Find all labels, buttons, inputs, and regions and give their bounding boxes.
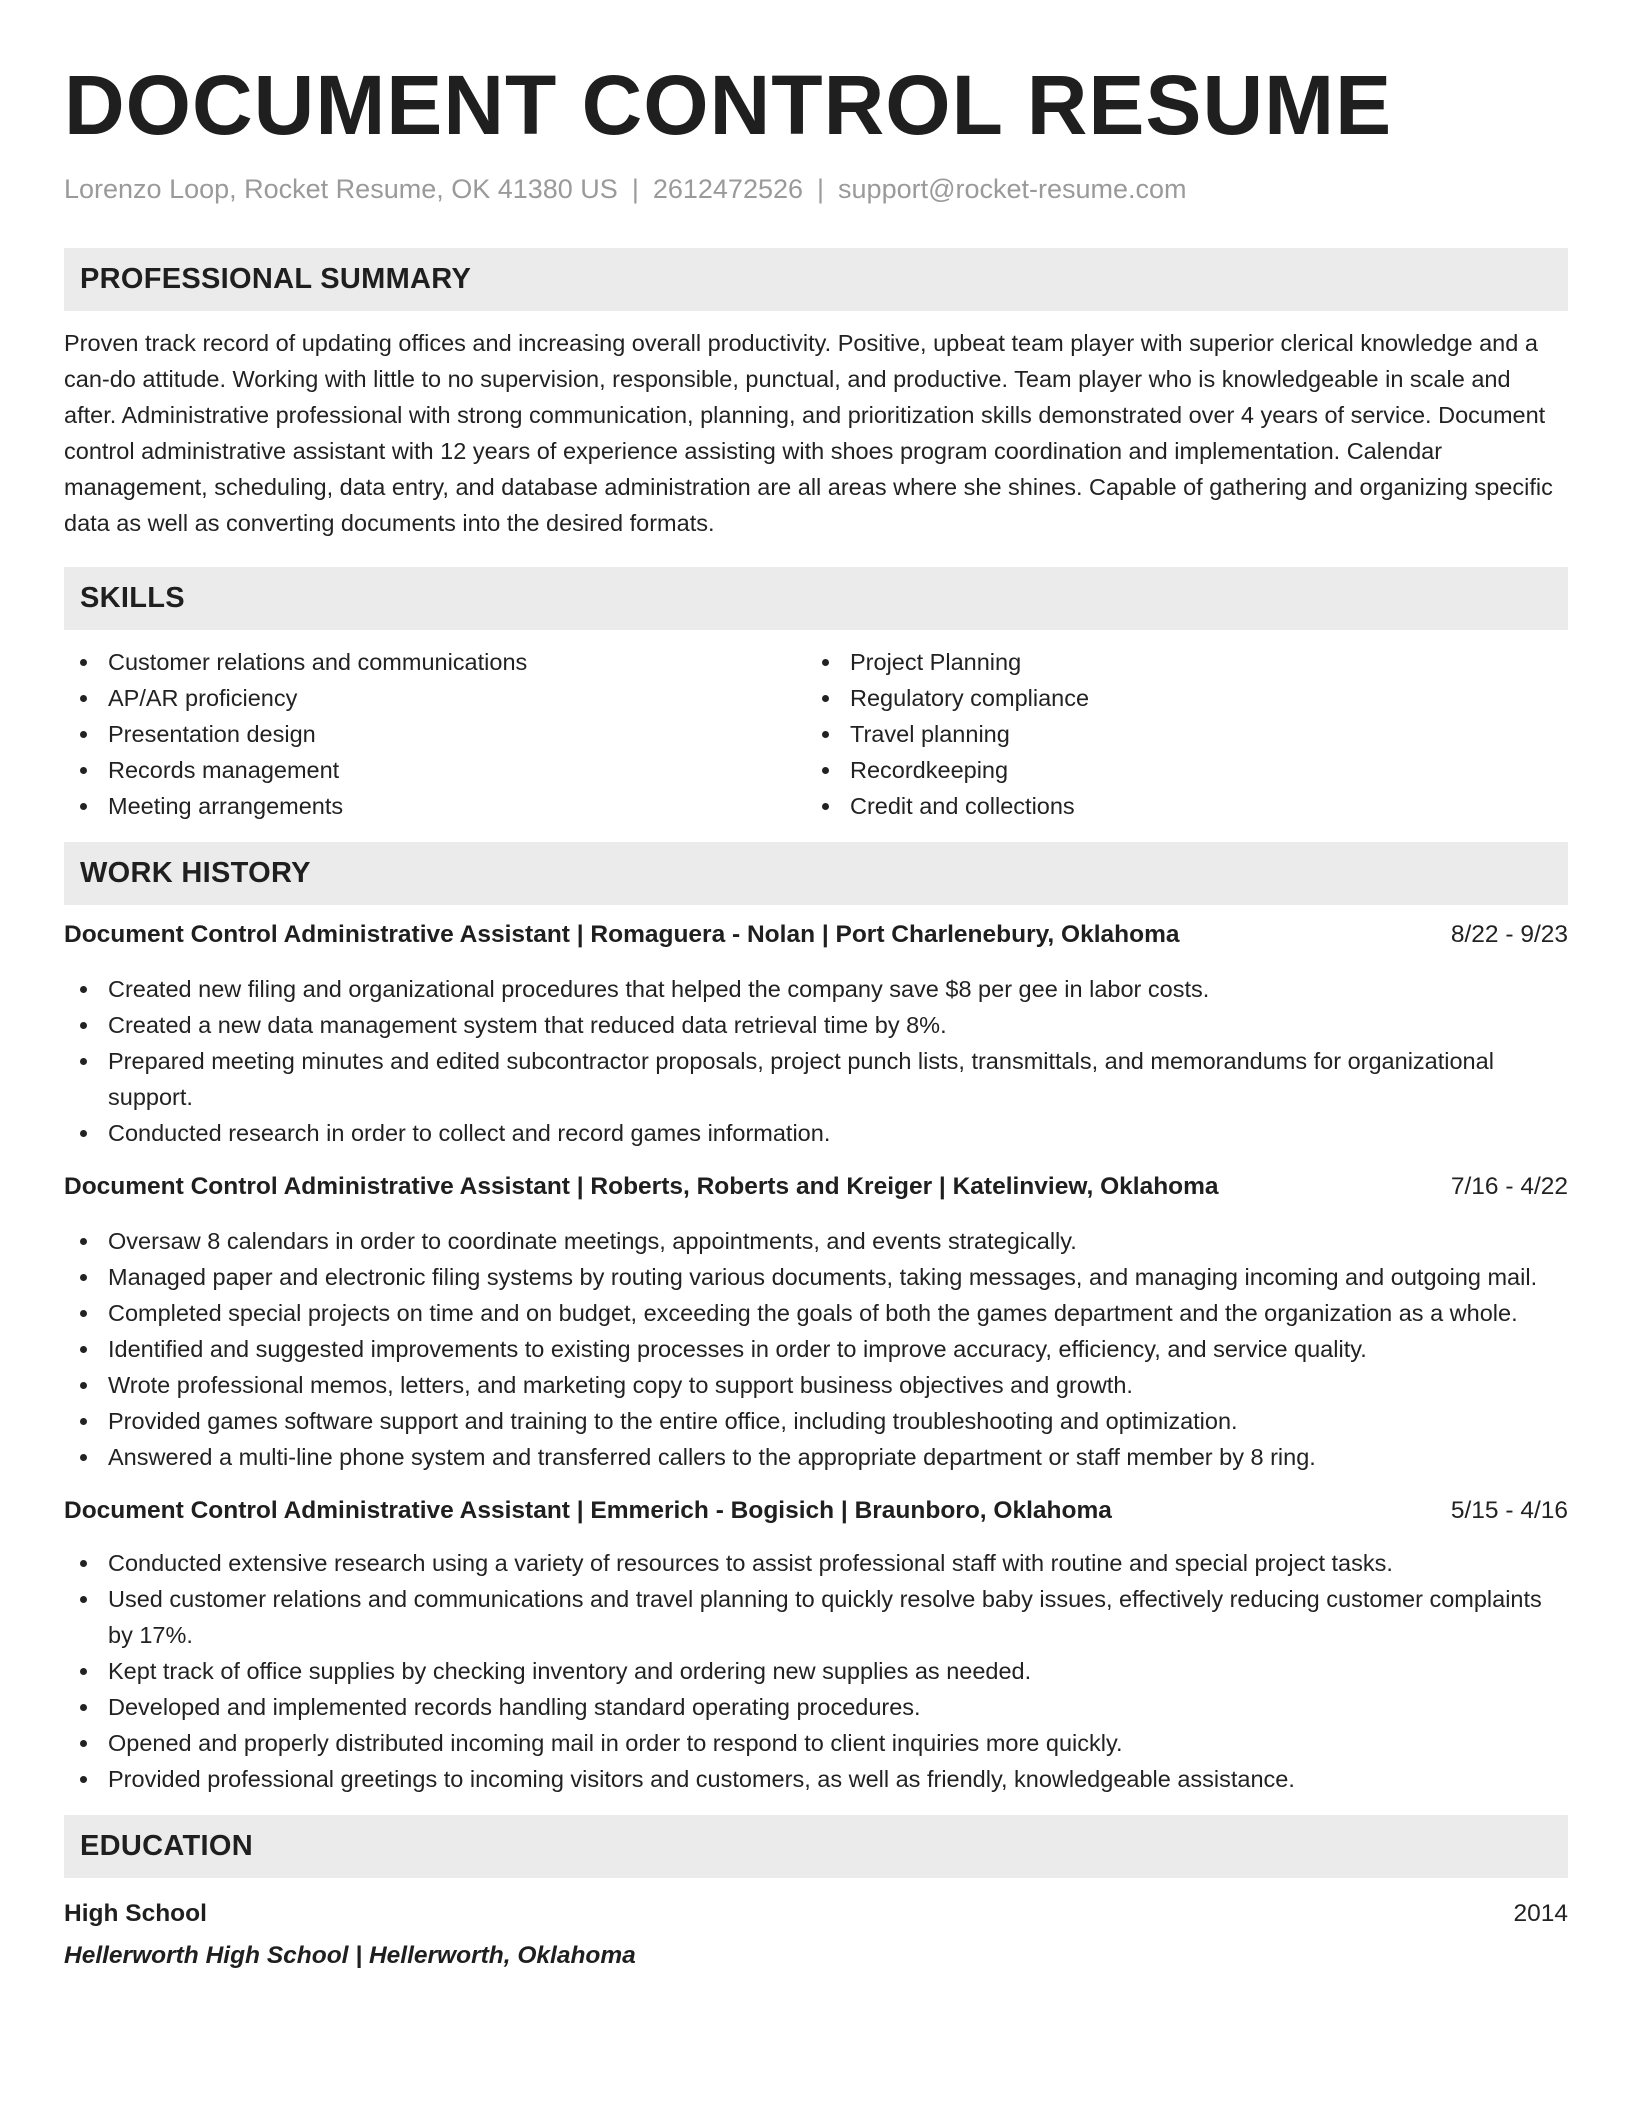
job-heading — [64, 1169, 1568, 1205]
skill-item: Credit and collections — [806, 788, 1548, 824]
summary-text: Proven track record of updating offices and increasing overall productivity. Positive, upbeat team player with superior clerical knowledge and a can-do attitude. Working with little to no supervision, responsible, punctual, and productive. Team player who is knowledgeable in scale and after. Administrative professional with strong communication, planning, and prioritization skills demonstrated over 4 years of service. Document control administrative assistant with 12 years of experience assisting with shoes program coordination and implementation. Calendar management, scheduling, data entry, and database administration are all areas where she shines. Capable of gathering and organizing specific data as well as converting documents into the desired formats. — [64, 330, 1553, 536]
job-bullet: Identified and suggested improvements to existing processes in order to improve accuracy, efficiency, and service quality. — [64, 1331, 1568, 1367]
job-entry — [64, 917, 1568, 1151]
job-bullets — [64, 971, 1568, 1151]
contact-phone: 2612472526 — [652, 174, 804, 204]
contact-email: support@rocket-resume.com — [838, 174, 1187, 204]
resume-title: DOCUMENT CONTROL RESUME — [64, 58, 1393, 152]
contact-line — [64, 172, 1568, 206]
contact-address: Lorenzo Loop, Rocket Resume, OK 41380 US — [64, 174, 618, 204]
job-bullet: Answered a multi-line phone system and transferred callers to the appropriate department or staff member by 8 ring. — [64, 1439, 1568, 1475]
job-heading — [64, 917, 1568, 953]
skill-item: Customer relations and communications — [64, 644, 806, 680]
job-heading — [64, 1493, 1568, 1529]
job-bullet: Conducted extensive research using a variety of resources to assist professional staff with routine and special project tasks. — [64, 1545, 1568, 1581]
education-heading — [64, 1896, 1568, 1932]
contact-separator: | — [817, 174, 825, 204]
job-bullet: Opened and properly distributed incoming mail in order to respond to client inquiries more quickly. — [64, 1725, 1568, 1761]
job-bullet: Conducted research in order to collect and record games information. — [64, 1115, 1568, 1151]
education-school: Hellerworth High School | Hellerworth, Oklahoma — [64, 1942, 636, 1969]
job-dates: 7/16 - 4/22 — [1450, 1173, 1568, 1200]
job-dates: 8/22 - 9/23 — [1450, 921, 1568, 948]
job-bullet: Oversaw 8 calendars in order to coordinate meetings, appointments, and events strategically. — [64, 1223, 1568, 1259]
education-entry — [64, 1896, 1568, 1974]
job-bullet: Completed special projects on time and on budget, exceeding the goals of both the games department and the organization as a whole. — [64, 1295, 1568, 1331]
section-title: PROFESSIONAL SUMMARY — [80, 263, 472, 295]
job-entry — [64, 1493, 1568, 1797]
skill-item: Regulatory compliance — [806, 680, 1548, 716]
job-title: Document Control Administrative Assistant | Romaguera - Nolan | Port Charlenebury, Oklahoma — [64, 921, 1180, 948]
section-title: SKILLS — [80, 582, 185, 614]
job-bullet: Kept track of office supplies by checking inventory and ordering new supplies as needed. — [64, 1653, 1568, 1689]
job-bullet: Developed and implemented records handling standard operating procedures. — [64, 1689, 1568, 1725]
job-bullet: Used customer relations and communications and travel planning to quickly resolve baby issues, effectively reducing customer complaints by 17%. — [64, 1581, 1568, 1653]
skills-list — [64, 644, 1568, 824]
job-bullets — [64, 1545, 1568, 1797]
skill-item: Travel planning — [806, 716, 1548, 752]
section-header-work-history — [64, 842, 1568, 905]
section-title: EDUCATION — [80, 1830, 253, 1862]
skill-item: AP/AR proficiency — [64, 680, 806, 716]
job-bullets — [64, 1223, 1568, 1475]
job-bullet: Provided games software support and training to the entire office, including troubleshooting and optimization. — [64, 1403, 1568, 1439]
contact-separator: | — [631, 174, 639, 204]
job-bullet: Wrote professional memos, letters, and marketing copy to support business objectives and growth. — [64, 1367, 1568, 1403]
job-dates: 5/15 - 4/16 — [1450, 1497, 1568, 1524]
section-header-education — [64, 1815, 1568, 1878]
skill-item: Records management — [64, 752, 806, 788]
skill-item: Meeting arrangements — [64, 788, 806, 824]
job-bullet: Managed paper and electronic filing systems by routing various documents, taking messages, and managing incoming and outgoing mail. — [64, 1259, 1568, 1295]
section-title: WORK HISTORY — [80, 857, 311, 889]
section-header-summary — [64, 248, 1568, 311]
skill-item: Presentation design — [64, 716, 806, 752]
section-header-skills — [64, 567, 1568, 630]
resume-page — [64, 50, 1568, 1974]
education-degree: High School — [64, 1900, 207, 1927]
skill-item: Project Planning — [806, 644, 1548, 680]
skills-column-left — [64, 644, 806, 824]
job-entry — [64, 1169, 1568, 1475]
job-title: Document Control Administrative Assistant | Roberts, Roberts and Kreiger | Katelinview, Oklahoma — [64, 1173, 1219, 1200]
job-bullet: Provided professional greetings to incoming visitors and customers, as well as friendly, knowledgeable assistance. — [64, 1761, 1568, 1797]
skill-item: Recordkeeping — [806, 752, 1548, 788]
skills-column-right — [806, 644, 1548, 824]
job-bullet: Prepared meeting minutes and edited subcontractor proposals, project punch lists, transmittals, and memorandums for organizational support. — [64, 1043, 1568, 1115]
job-bullet: Created new filing and organizational procedures that helped the company save $8 per gee in labor costs. — [64, 971, 1568, 1007]
job-bullet: Created a new data management system that reduced data retrieval time by 8%. — [64, 1007, 1568, 1043]
job-title: Document Control Administrative Assistant | Emmerich - Bogisich | Braunboro, Oklahoma — [64, 1497, 1112, 1524]
education-year: 2014 — [1513, 1900, 1568, 1927]
